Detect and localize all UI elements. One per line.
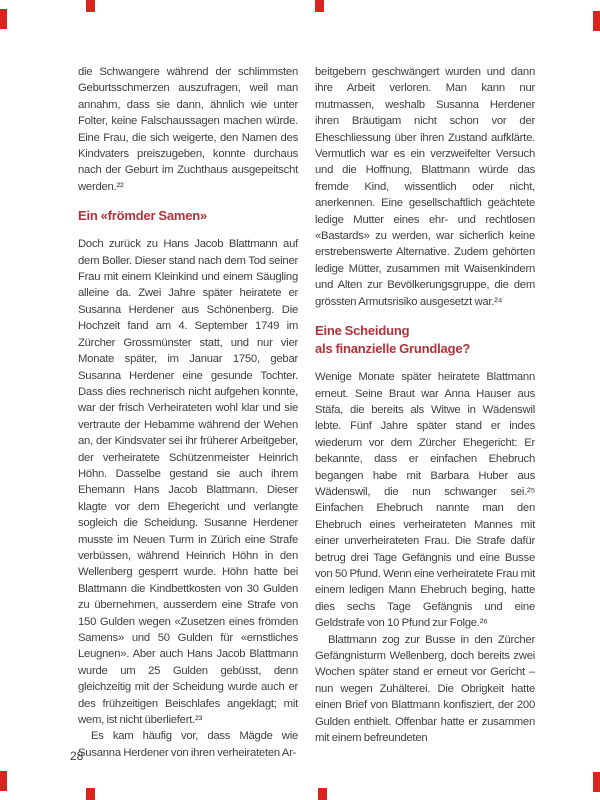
paragraph-maegde: Es kam häufig vor, dass Mägde wie Susanna Herdener von ihren verheirateten Ar- — [78, 730, 298, 759]
section-heading-froemder-samen: Ein «frömder Samen» — [78, 208, 208, 224]
two-column-text-block — [78, 64, 535, 761]
crop-mark-top-left — [86, 0, 95, 12]
section-heading-scheidung — [315, 322, 535, 358]
text-column-right — [315, 64, 535, 761]
section-heading-scheidung-line2: als finanzielle Grundlage? — [315, 341, 471, 357]
paragraph-continuation-left: die Schwangere während der schlimmsten Geburtsschmerzen auszufragen, weil man annahm, dass sie dann, ähnlich wie unter Folter, keine Falschaussagen machen würde. Eine Frau, die sich weigerte, den Namen des Kindvaters preiszugeben, konnte durchaus nach der Geburt im Zuchthaus ausgepeitscht werden.²² — [78, 66, 298, 193]
paragraph-busse: Blattmann zog zur Busse in den Zürcher Gefängnisturm Wellenberg, doch bereits zwei Wochen später stand er erneut vor Gericht – nun wegen Zuhälterei. Die Obrigkeit hatte einen Brief von Blattmann konfisziert, der 200 Gulden enthielt. Offenbar hatte er zusammen mit einem befreundeten — [315, 633, 535, 745]
paragraph-heirat: Wenige Monate später heiratete Blattmann erneut. Seine Braut war Anna Hauser aus Stäfa, die bereits als Witwe in Wädenswil lebte. Fünf Jahre später stand er indes wiederum vor dem Zürcher Ehegericht: Er bekannte, dass er einfachen Ehebruch begangen habe mit Barbara Huber aus Wädenswil, die nun schwanger sei.²⁵ Einfachen Ehebruch nannte man den Ehebruch eines verheirateten Mannes mit einer unverheirateten Frau. Die Strafe dafür betrug drei Tage Gefängnis und eine Busse von 50 Pfund. Wenn eine verheiratete Frau mit einem ledigen Mann Ehebruch beging, hatte dies sechs Tage Gefängnis und eine Geldstrafe von 10 Pfund zur Folge.²⁶ — [315, 371, 535, 630]
crop-mark-bottom-center — [318, 788, 327, 800]
crop-mark-left-top — [0, 9, 7, 29]
paragraph-blattmann-story: Doch zurück zu Hans Jacob Blattmann auf dem Boller. Dieser stand nach dem Tod seiner Frau mit einem Kleinkind und einem Säugling alleine da. Zwei Jahre später heiratete er Susanna Herdener aus Schönenberg. Die Hochzeit fand am 4. September 1749 im Zürcher Grossmünster statt, und nur vier Monate später, im Januar 1750, gebar Susanna Herdener eine gesunde Tochter. Dass dies rechnerisch nicht aufgehen konnte, war der frisch Verheirateten wohl klar und sie vertraute der Hebamme während der Wehen an, der Kindsvater sei ihr früherer Arbeitgeber, der verheiratete Schützenmeister Heinrich Höhn. Dasselbe gestand sie auch ihrem Ehemann Hans Jacob Blattmann. Dieser klagte vor dem Ehegericht und verlangte sogleich die Scheidung. Susanne Herdener musste im Neuen Turm in Zürich eine Strafe verbüssen, während Heinrich Höhn in den Wellenberg gesperrt wurde. Höhn hatte bei Blattmann die Kindbettkosten von 30 Gulden zu übernehmen, ausserdem eine Strafe von 150 Gulden wegen «Zusetzen eines frömden Samens» und 50 Gulden für «ernstliches Leugnen». Aber auch Hans Jacob Blattmann wurde um 25 Gulden gebüsst, denn gleichzeitig mit der Scheidung wurde auch er des frühzeitigen Beischlafes angeklagt; mit wem, ist nicht überliefert.²³ — [78, 238, 298, 727]
paragraph-continuation-right: beitgebern geschwängert wurden und dann ihre Arbeit verloren. Man kann nur mutmassen, weshalb Susanna Herdener ihren Bräutigam nicht schon vor der Eheschliessung über ihren Zustand aufklärte. Vermutlich war es ein verzweifelter Versuch und die Hoffnung, Blattmann würde das fremde Kind, wissentlich oder nicht, anerkennen. Eine gesellschaftlich geächtete ledige Mutter eines ehr- und rechtlosen «Bastards» zu werden, war sicherlich keine erstrebenswerte Alternative. Zudem gehörten ledige Mütter, zusammen mit Waisenkindern und Alten zur Bevölkerungsgruppe, die dem grössten Armutsrisiko ausgesetzt war.²⁴ — [315, 66, 535, 308]
crop-mark-right-top — [593, 11, 600, 31]
section-heading-scheidung-line1: Eine Scheidung — [315, 323, 410, 339]
text-column-left — [78, 64, 298, 761]
crop-mark-left-bottom — [0, 771, 7, 791]
page-number: 28 — [70, 749, 84, 763]
crop-mark-top-center — [315, 0, 324, 12]
crop-mark-right-bottom — [593, 772, 600, 792]
crop-mark-bottom-left — [86, 788, 95, 800]
